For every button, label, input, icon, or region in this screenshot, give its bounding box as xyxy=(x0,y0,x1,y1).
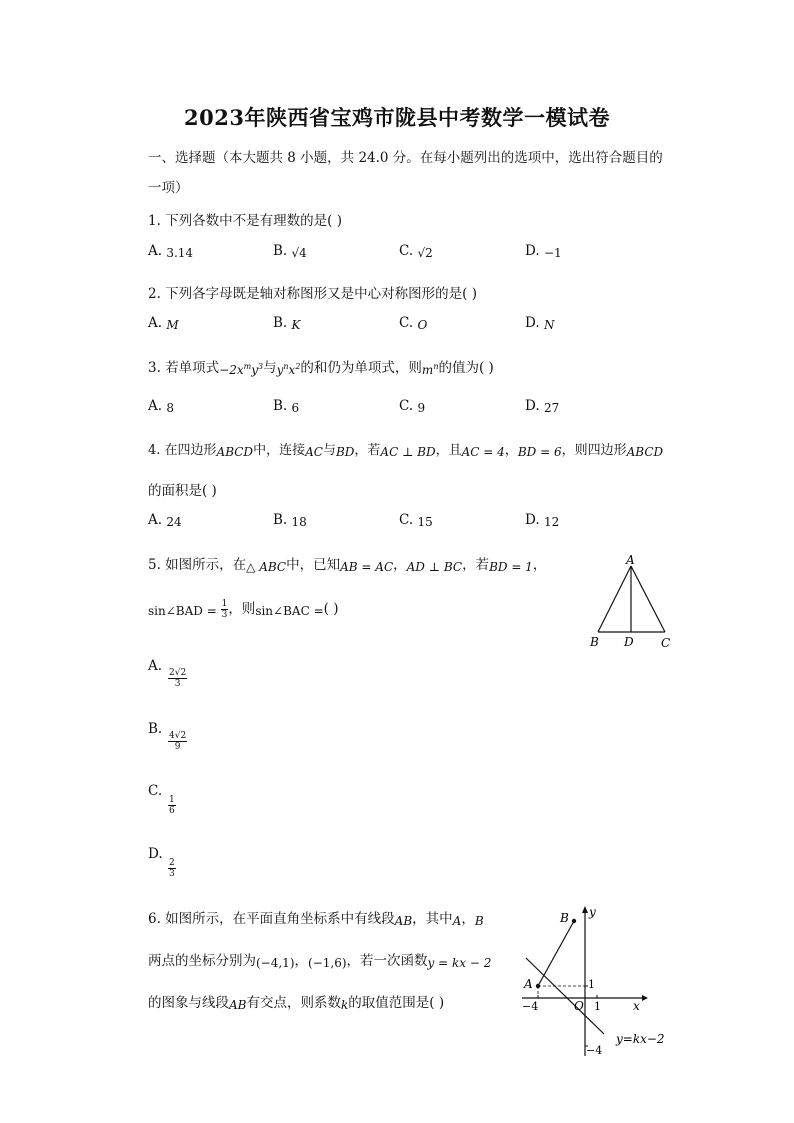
q1-option-d xyxy=(525,243,562,259)
q3-text-2: 与 xyxy=(263,360,277,376)
q6-text-4: 两点的坐标分别为 xyxy=(148,953,256,969)
question-1-stem: 1. 下列各数中不是有理数的是( ) xyxy=(148,213,342,229)
option-value: 27 xyxy=(543,401,560,415)
segment-ab xyxy=(538,921,574,986)
q5-option-b xyxy=(148,721,162,737)
q5-text-3: ， xyxy=(393,557,407,573)
q4-option-a xyxy=(148,512,182,528)
side-ac xyxy=(631,566,665,632)
q5-text-1: 5. 如图所示，在 xyxy=(148,557,247,573)
q2-option-c xyxy=(399,315,427,331)
q4-text-3: 与 xyxy=(322,443,336,458)
q6-text-8: 有交点，则系数 xyxy=(246,995,341,1011)
option-value: 9 xyxy=(417,401,426,415)
fraction-numerator: 1 xyxy=(169,795,175,805)
option-label: A. xyxy=(148,243,163,259)
option-label: B. xyxy=(148,721,163,737)
q2-option-b xyxy=(273,315,300,331)
question-2-stem: 2. 下列各字母既是轴对称图形又是中心对称图形的是( ) xyxy=(148,286,477,302)
q1-option-c xyxy=(399,243,433,259)
q5-text-5: ， xyxy=(532,557,547,573)
option-value: 8 xyxy=(166,401,174,415)
option-value: 15 xyxy=(417,515,433,529)
option-value: 6 xyxy=(291,401,300,415)
q5-option-c xyxy=(148,783,162,799)
fraction-denominator: 6 xyxy=(169,806,175,816)
question-4-stem-cont: 的面积是( ) xyxy=(148,483,217,499)
label-x-one: 1 xyxy=(594,1000,601,1013)
q3-term-1 xyxy=(219,363,263,377)
q3-option-c xyxy=(399,398,425,414)
section-header: 一、选择题（本大题共 8 小题，共 24.0 分。在每小题列出的选项中，选出符合题目的 xyxy=(148,150,663,166)
option-fraction xyxy=(168,668,187,689)
fraction-numerator: 1 xyxy=(221,599,228,609)
option-label: C. xyxy=(399,315,414,331)
label-point-a: A xyxy=(524,977,533,991)
exam-title: 2023年陕西省宝鸡市陇县中考数学一模试卷 xyxy=(184,105,610,130)
q6-math-2: A xyxy=(452,914,462,928)
q1-option-a xyxy=(148,243,193,259)
option-value: K xyxy=(291,318,301,332)
vertex-label-d: D xyxy=(624,635,634,649)
vertex-label-b: B xyxy=(590,635,599,649)
option-value: −1 xyxy=(543,246,562,260)
vertex-label-c: C xyxy=(661,636,671,650)
q4-math-1: ABCD xyxy=(216,445,254,459)
q6-math-4: (−4,1) xyxy=(256,956,295,970)
option-value: √4 xyxy=(291,246,307,260)
q3-text-4: 的值为( ) xyxy=(438,360,494,376)
q5-text-6: ，则 xyxy=(228,601,256,617)
q6-text-7: 的图象与线段 xyxy=(148,995,229,1011)
q5-text-7: ( ) xyxy=(323,601,339,617)
q4-math-5: AC = 4 xyxy=(461,445,505,459)
q3-term-2-base: y xyxy=(276,363,284,377)
fraction-numerator: 2√2 xyxy=(169,668,187,678)
option-fraction xyxy=(168,795,176,816)
option-label: D. xyxy=(525,315,540,331)
q6-text-9: 的取值范围是( ) xyxy=(348,995,445,1011)
label-y-neg4: −4 xyxy=(586,1044,603,1057)
q4-text-2: 中，连接 xyxy=(253,443,306,458)
option-label: D. xyxy=(525,398,540,414)
option-label: B. xyxy=(273,512,288,528)
q6-text-2: ，其中 xyxy=(412,911,453,927)
side-ab xyxy=(598,566,631,632)
option-label: C. xyxy=(148,783,163,799)
q3-term-3-exp: n xyxy=(433,362,439,371)
option-value: 18 xyxy=(291,515,307,529)
q4-text-6: ， xyxy=(504,443,518,458)
q4-option-d xyxy=(525,512,559,528)
q3-term-1-exp2: 3 xyxy=(258,362,264,371)
option-label: C. xyxy=(399,243,414,259)
option-fraction xyxy=(168,731,187,752)
label-x-neg4: −4 xyxy=(522,1000,539,1013)
q6-math-5: (−1,6) xyxy=(308,956,347,970)
question-3-stem xyxy=(148,356,494,376)
option-label: C. xyxy=(399,512,414,528)
q5-math-1: △ ABC xyxy=(246,560,287,574)
option-label: A. xyxy=(148,315,163,331)
q4-option-b xyxy=(273,512,307,528)
option-value: M xyxy=(166,318,179,332)
question-4-stem xyxy=(148,439,663,458)
q3-term-2-base2: x xyxy=(288,363,296,377)
q6-math-6: y = kx − 2 xyxy=(427,956,492,970)
q5-option-d xyxy=(148,846,163,862)
q4-math-6: BD = 6 xyxy=(517,445,562,459)
option-value: 3.14 xyxy=(166,246,194,260)
q5-text-2: 中，已知 xyxy=(286,557,341,573)
option-fraction xyxy=(168,858,176,879)
option-value: N xyxy=(543,318,555,332)
label-point-b: B xyxy=(560,911,569,925)
q3-term-1-base: −2x xyxy=(219,363,244,377)
fraction-denominator: 3 xyxy=(174,679,181,689)
q6-text-6: ，若一次函数 xyxy=(346,953,428,969)
label-line-equation: y=kx−2 xyxy=(616,1032,665,1046)
q5-option-a-value xyxy=(168,668,187,689)
option-value: √2 xyxy=(417,246,433,260)
q3-text-3: 的和仍为单项式，则 xyxy=(300,360,422,376)
q5-math-3: AD ⊥ BC xyxy=(406,560,463,574)
q4-option-c xyxy=(399,512,433,528)
q5-option-d-value xyxy=(168,858,176,879)
q3-option-b xyxy=(273,398,299,414)
q6-math-1: AB xyxy=(394,914,413,928)
option-label: B. xyxy=(273,243,288,259)
q4-text-1: 4. 在四边形 xyxy=(148,443,217,458)
q3-term-2 xyxy=(277,363,301,377)
q4-math-4: AC ⊥ BD xyxy=(380,445,436,459)
q6-text-5: ， xyxy=(294,953,309,969)
option-label: A. xyxy=(148,398,163,414)
q5-math-2: AB = AC xyxy=(340,560,394,574)
option-label: D. xyxy=(148,846,163,862)
question-6-stem-line2 xyxy=(148,949,491,969)
label-y-one: 1 xyxy=(588,978,595,991)
option-label: B. xyxy=(273,398,288,414)
label-y-axis: y xyxy=(589,905,596,919)
q6-text-3: ， xyxy=(461,911,475,927)
q3-term-3-base: m xyxy=(421,363,434,377)
q6-math-8: k xyxy=(340,998,349,1012)
q2-option-d xyxy=(525,315,554,331)
q2-option-a xyxy=(148,315,179,331)
option-label: A. xyxy=(148,512,163,528)
q4-math-7: ABCD xyxy=(626,445,664,459)
q3-text-1: 3. 若单项式 xyxy=(148,360,220,376)
label-origin: O xyxy=(574,999,584,1013)
q4-text-7: ，则四边形 xyxy=(561,443,627,458)
question-6-stem xyxy=(148,907,484,927)
q5-option-a xyxy=(148,658,162,674)
q3-term-1-exp: m xyxy=(243,362,252,371)
q5-math-5: sin∠BAD = xyxy=(148,604,221,618)
fraction-denominator: 3 xyxy=(169,869,175,879)
q5-math-6: sin∠BAC = xyxy=(255,604,324,618)
q3-option-d xyxy=(525,398,559,414)
vertex-label-a: A xyxy=(626,553,635,567)
option-label: C. xyxy=(399,398,414,414)
q4-math-2: AC xyxy=(305,445,323,459)
q6-coordinate-figure xyxy=(518,900,678,1060)
option-label: D. xyxy=(525,512,540,528)
q3-term-2-exp: n xyxy=(283,362,289,371)
option-value: 24 xyxy=(166,515,182,529)
q4-text-5: ，且 xyxy=(435,443,462,458)
question-5-stem xyxy=(148,553,546,573)
section-header-cont: 一项） xyxy=(148,180,189,196)
q3-term-1-base2: y xyxy=(251,363,259,377)
q5-option-b-value xyxy=(168,731,187,752)
label-x-axis: x xyxy=(633,999,640,1013)
fraction-denominator: 3 xyxy=(221,610,228,620)
q1-option-b xyxy=(273,243,307,259)
q4-text-4: ，若 xyxy=(354,443,381,458)
q3-term-3 xyxy=(422,363,439,377)
fraction-denominator: 9 xyxy=(174,742,181,752)
option-label: A. xyxy=(148,658,163,674)
q6-math-7: AB xyxy=(229,998,247,1012)
question-6-stem-line3 xyxy=(148,991,444,1011)
question-5-stem-cont xyxy=(148,597,338,620)
q3-option-a xyxy=(148,398,174,414)
q4-math-3: BD xyxy=(335,445,355,459)
option-value: 12 xyxy=(543,515,560,529)
q5-text-4: ，若 xyxy=(462,557,490,573)
option-value: O xyxy=(417,318,428,332)
option-label: D. xyxy=(525,243,540,259)
q5-math-4: BD = 1 xyxy=(489,560,533,574)
q6-math-3: B xyxy=(474,914,484,928)
point-b xyxy=(572,919,576,923)
point-a xyxy=(536,984,540,988)
fraction-numerator: 2 xyxy=(169,858,175,868)
q3-term-2-exp2: 2 xyxy=(295,362,301,371)
q6-text-1: 6. 如图所示，在平面直角坐标系中有线段 xyxy=(148,911,395,927)
option-label: B. xyxy=(273,315,288,331)
q5-triangle-figure xyxy=(585,552,680,652)
q5-option-c-value xyxy=(168,795,176,816)
x-axis-arrow xyxy=(642,995,648,1001)
fraction-numerator: 4√2 xyxy=(169,731,187,741)
y-axis-arrow xyxy=(582,906,588,913)
